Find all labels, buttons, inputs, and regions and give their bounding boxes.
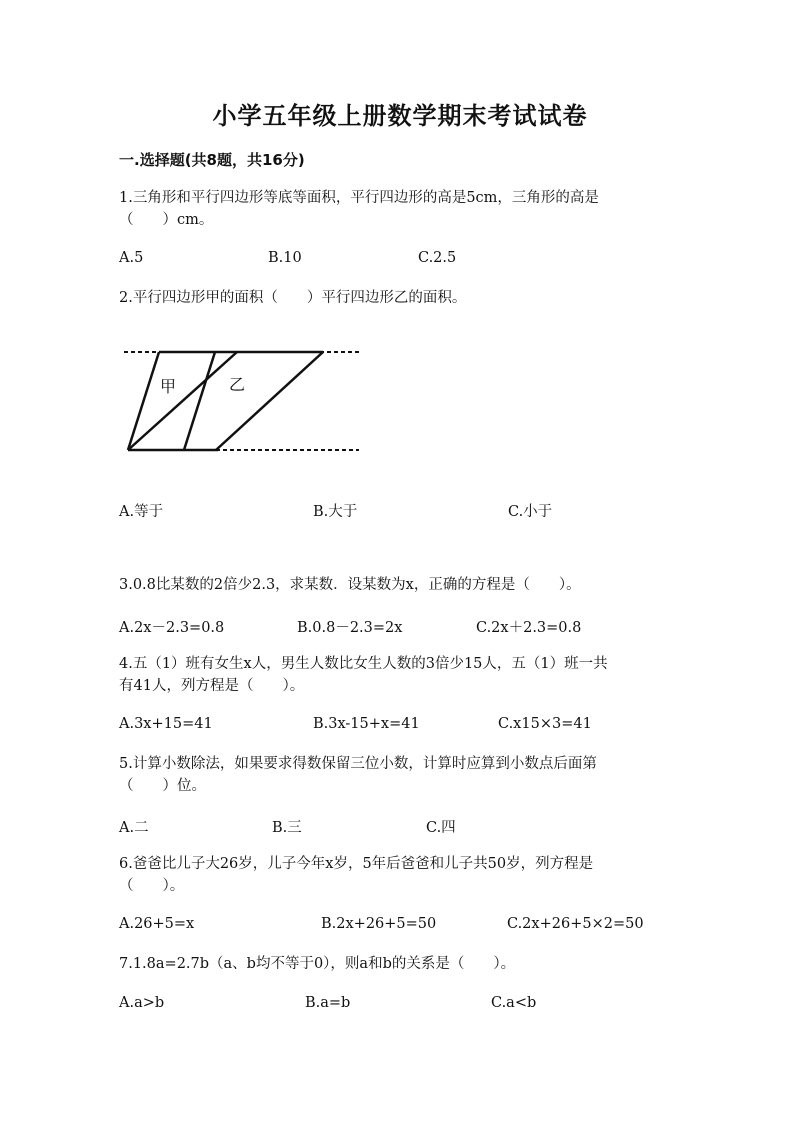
option-b: B.2x+26+5=50 — [321, 916, 437, 932]
option-b: B.0.8－2.3=2x — [297, 620, 403, 636]
option-c: C.x15×3=41 — [498, 716, 592, 732]
question-text-line: （ ）cm。 — [119, 212, 214, 228]
section-heading: 一.选择题(共8题，共16分) — [119, 151, 305, 169]
option-a: A.5 — [119, 250, 144, 266]
option-b: B.a=b — [305, 995, 351, 1011]
question-text-line: 7.1.8a=2.7b（a、b均不等于0），则a和b的关系是（ ）。 — [119, 956, 516, 972]
option-c: C.小于 — [508, 504, 553, 520]
option-b: B.10 — [268, 250, 302, 266]
option-a: A.等于 — [119, 504, 164, 520]
question-text-line: 3.0.8比某数的2倍少2.3，求某数．设某数为x，正确的方程是（ ）。 — [119, 577, 581, 593]
option-a: A.二 — [119, 820, 149, 836]
option-c: C.a<b — [491, 995, 537, 1011]
label-yi: 乙 — [229, 375, 246, 394]
question-2 — [119, 287, 466, 309]
question-text-line: 2.平行四边形甲的面积（ ）平行四边形乙的面积。 — [119, 290, 467, 306]
option-c: C.2.5 — [418, 250, 457, 266]
question-text-line: 有41人，列方程是（ ）。 — [119, 678, 305, 694]
page-title: 小学五年级上册数学期末考试试卷 — [212, 102, 588, 130]
option-c: C.四 — [426, 820, 456, 836]
parallelogram-b-right — [216, 352, 323, 450]
parallelogram-a-right — [184, 352, 215, 450]
question-text-line: 6.爸爸比儿子大26岁，儿子今年x岁，5年后爸爸和儿子共50岁，列方程是 — [119, 856, 594, 872]
question-4 — [119, 653, 608, 697]
option-a: A.a>b — [119, 995, 165, 1011]
question-3 — [119, 574, 581, 596]
option-c: C.2x＋2.3=0.8 — [476, 620, 582, 636]
question-6 — [119, 853, 593, 897]
option-c: C.2x+26+5×2=50 — [507, 916, 644, 932]
option-a: A.26+5=x — [119, 916, 195, 932]
option-b: B.3x-15+x=41 — [313, 716, 420, 732]
question-text-line: （ ）位。 — [119, 778, 206, 794]
option-b: B.大于 — [313, 504, 358, 520]
question-1 — [119, 187, 599, 231]
label-jia: 甲 — [160, 377, 177, 396]
question-5 — [119, 753, 597, 797]
option-a: A.2x－2.3=0.8 — [119, 620, 225, 636]
question-text-line: 1.三角形和平行四边形等底等面积，平行四边形的高是5cm，三角形的高是 — [119, 190, 599, 206]
option-a: A.3x+15=41 — [119, 716, 213, 732]
parallelogram-figure — [119, 335, 369, 460]
question-text-line: 4.五（1）班有女生x人，男生人数比女生人数的3倍少15人，五（1）班一共 — [119, 656, 608, 672]
question-text-line: （ ）。 — [119, 878, 185, 894]
question-7 — [119, 953, 515, 975]
question-text-line: 5.计算小数除法，如果要求得数保留三位小数，计算时应算到小数点后面第 — [119, 756, 597, 772]
option-b: B.三 — [272, 820, 302, 836]
